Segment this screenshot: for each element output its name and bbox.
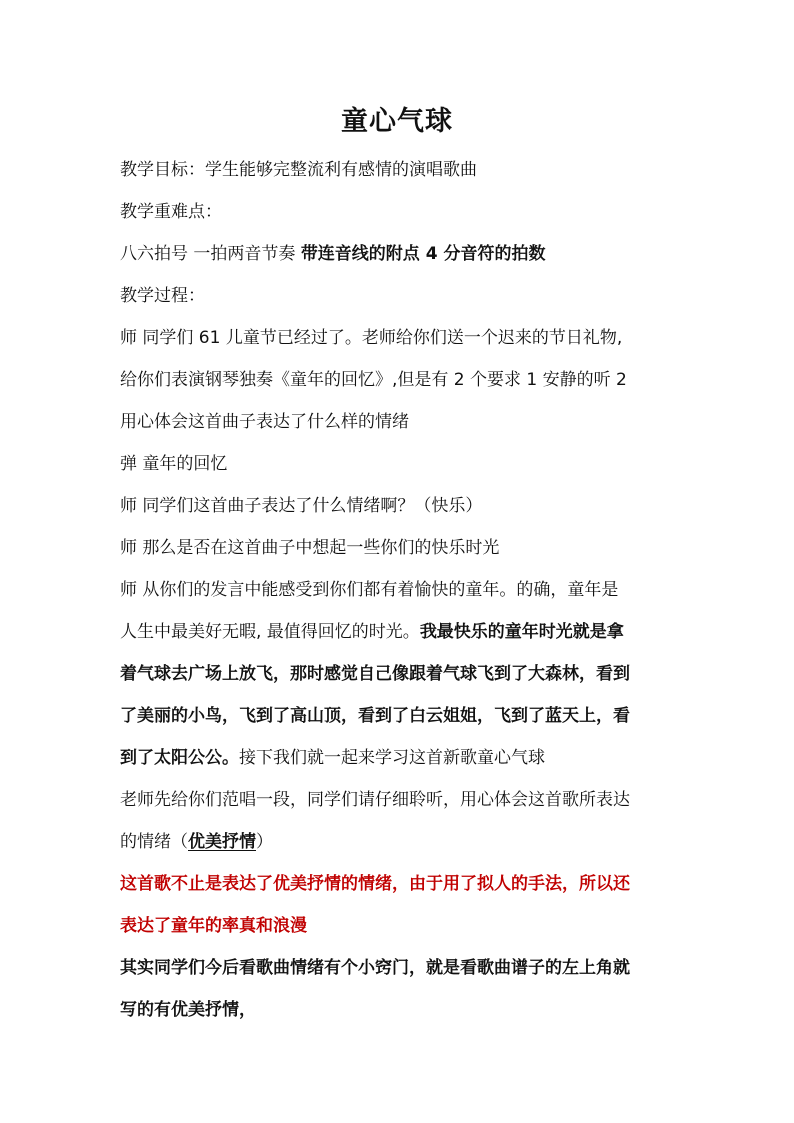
paragraph-3: 师 同学们这首曲子表达了什么情绪啊？（快乐） bbox=[120, 496, 483, 516]
paragraph-5-line-2 bbox=[120, 611, 680, 653]
difficulty-content bbox=[120, 233, 680, 275]
paragraph-6-line-1: 老师先给你们范唱一段，同学们请仔细聆听，用心体会这首歌所表达 bbox=[120, 790, 630, 810]
paragraph-5-line-5 bbox=[120, 737, 680, 779]
difficulty-normal-text: 八六拍号 一拍两音节奏 bbox=[120, 244, 301, 264]
paragraph-5-line-2-bold: 我最快乐的童年时光就是拿 bbox=[419, 622, 624, 642]
paragraph-4: 师 那么是否在这首曲子中想起一些你们的快乐时光 bbox=[120, 538, 500, 558]
paragraph-5-line-1: 师 从你们的发言中能感受到你们都有着愉快的童年。的确，童年是 bbox=[120, 580, 619, 600]
paragraph-2: 弹 童年的回忆 bbox=[120, 454, 228, 474]
document-title: 童心气球 bbox=[341, 106, 453, 137]
difficulty-heading: 教学重难点： bbox=[120, 202, 222, 222]
document-body bbox=[120, 149, 680, 1031]
difficulty-bold-text: 带连音线的附点 4 分音符的拍数 bbox=[300, 244, 546, 264]
paragraph-8-line-2: 写的有优美抒情， bbox=[120, 1000, 256, 1020]
teaching-goal: 教学目标：学生能够完整流利有感情的演唱歌曲 bbox=[120, 160, 477, 180]
paragraph-6-line-2-post: ） bbox=[256, 832, 273, 852]
underlined-emotion: 优美抒情 bbox=[188, 832, 256, 852]
paragraph-5-line-4: 了美丽的小鸟，飞到了高山顶，看到了白云姐姐，飞到了蓝天上，看 bbox=[120, 706, 630, 726]
paragraph-6-line-2 bbox=[120, 821, 680, 863]
paragraph-5-line-3: 着气球去广场上放飞，那时感觉自己像跟着气球飞到了大森林，看到 bbox=[120, 664, 630, 684]
red-emphasis-line-1: 这首歌不止是表达了优美抒情的情绪，由于用了拟人的手法，所以还 bbox=[120, 874, 630, 894]
process-heading: 教学过程： bbox=[120, 286, 205, 306]
paragraph-5-line-5-normal: 接下我们就一起来学习这首新歌童心气球 bbox=[239, 748, 545, 768]
paragraph-1-line-2: 给你们表演钢琴独奏《童年的回忆》,但是有 2 个要求 1 安静的听 2 bbox=[120, 370, 627, 390]
red-emphasis-line-2: 表达了童年的率真和浪漫 bbox=[120, 916, 307, 936]
paragraph-5-line-5-bold: 到了太阳公公。 bbox=[120, 748, 239, 768]
paragraph-5-line-2-normal: 人生中最美好无暇, 最值得回忆的时光。 bbox=[120, 622, 420, 642]
paragraph-8-line-1: 其实同学们今后看歌曲情绪有个小窍门，就是看歌曲谱子的左上角就 bbox=[120, 958, 630, 978]
paragraph-6-line-2-pre: 的情绪（ bbox=[120, 832, 188, 852]
paragraph-1-line-1: 师 同学们 61 儿童节已经过了。老师给你们送一个迟来的节日礼物, bbox=[120, 328, 623, 348]
paragraph-1-line-3: 用心体会这首曲子表达了什么样的情绪 bbox=[120, 412, 409, 432]
